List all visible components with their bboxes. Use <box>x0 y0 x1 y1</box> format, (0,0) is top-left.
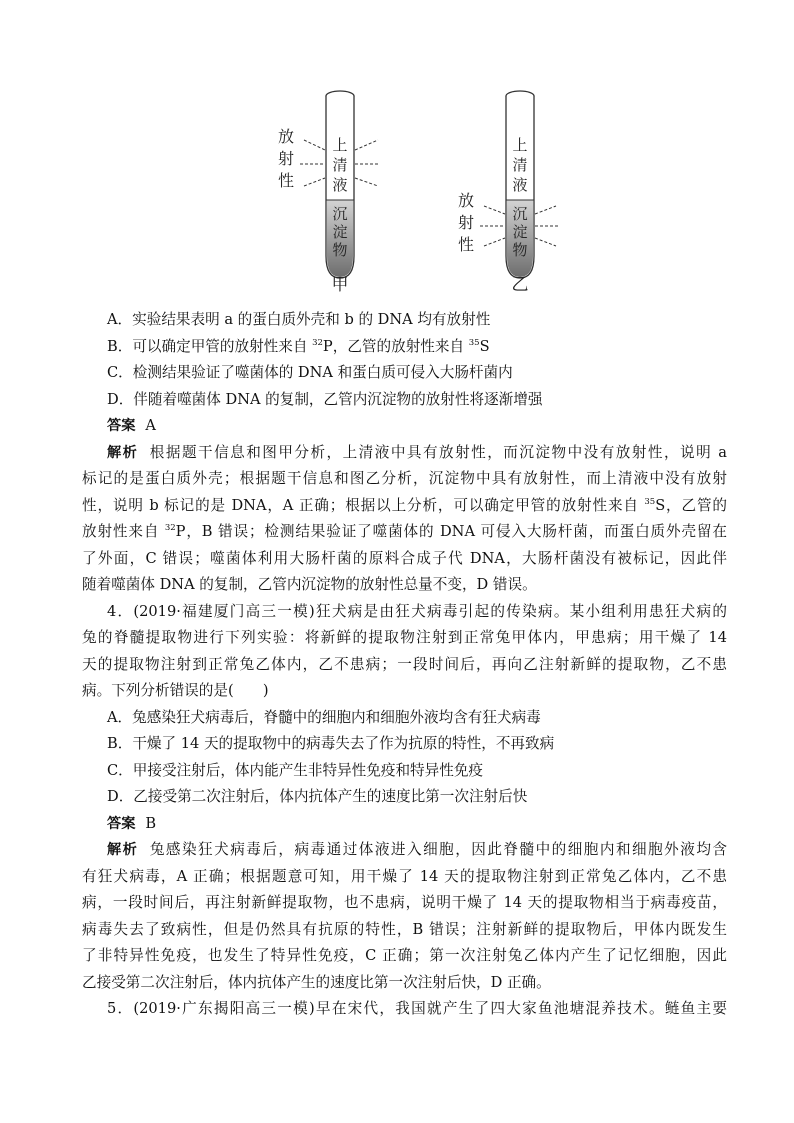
jia-side-2: 射 <box>277 149 295 168</box>
q3-option-d: D．伴随着噬菌体 DNA 的复制，乙管内沉淀物的放射性将逐渐增强 <box>107 390 543 408</box>
jia-sed-2: 淀 <box>332 223 348 241</box>
yi-side-3: 性 <box>457 235 475 254</box>
tube-yi <box>458 91 560 295</box>
q3-analysis-line-2: 标记的是蛋白质外壳；根据题干信息和图乙分析，沉淀物中具有放射性，而上清液中没有放射 <box>82 470 727 487</box>
yi-sed-2: 淀 <box>512 223 528 241</box>
caption-yi: 乙 <box>511 275 529 295</box>
q4-analysis-line-1 <box>82 837 727 864</box>
q3-option-b-sup1: 32 <box>312 337 323 348</box>
yi-side-1: 放 <box>457 191 475 210</box>
centrifuge-tubes-figure <box>270 78 570 300</box>
jia-side-3: 性 <box>277 171 295 190</box>
q4-analysis-label: 解析 <box>107 842 139 858</box>
q4-analysis-line-3: 病，一段时间后，再注射新鲜提取物，也不患病，说明干燥了 14 天的提取物相当于病毒疫苗， <box>82 894 727 911</box>
q4-stem-line-2: 兔的脊髓提取物进行下列实验：将新鲜的提取物注射到正常兔甲体内，甲患病；用干燥了 14 <box>82 629 727 646</box>
q3-option-b-sup2: 35 <box>468 337 480 348</box>
jia-super-3: 液 <box>332 176 348 194</box>
q4-analysis-text-1: 兔感染狂犬病毒后，病毒通过体液进入细胞，因此脊髓中的细胞内和细胞外液均含 <box>148 841 727 858</box>
q4-option-d: D．乙接受第二次注射后，体内抗体产生的速度比第一次注射后快 <box>107 788 528 805</box>
q4-answer-value: B <box>145 814 157 832</box>
q4-stem-line-1: 4．(2019·福建厦门高三一模)狂犬病是由狂犬病毒引起的传染病。某小组利用患狂犬病的 <box>107 602 727 620</box>
q5-stem-line-1: 5．(2019·广东揭阳高三一模)早在宋代，我国就产生了四大家鱼池塘混养技术。鲢鱼主要 <box>107 1000 727 1017</box>
jia-super-2: 清 <box>332 156 348 174</box>
q3-analysis-text-1: 根据题干信息和图甲分析，上清液中具有放射性，而沉淀物中没有放射性，说明 a <box>148 443 727 461</box>
yi-sed-3: 物 <box>512 241 528 259</box>
q4-option-c: C．甲接受注射后，体内能产生非特异性免疫和特异性免疫 <box>107 761 484 779</box>
q3-analysis-line-3 <box>82 493 727 520</box>
jia-side-1: 放 <box>277 127 295 146</box>
q3-answer-value: A <box>145 417 156 434</box>
q3-option-b-text3: S <box>479 337 490 355</box>
q3-option-b <box>82 334 727 361</box>
q3-analysis-line-3-a: 性，说明 b 标记的是 DNA，A 正确；根据以上分析，可以确定甲管的放射性来自 <box>82 496 645 514</box>
q4-answer <box>82 811 727 838</box>
q4-answer-label: 答案 <box>107 815 136 832</box>
yi-super-1: 上 <box>512 136 528 154</box>
q3-option-a: A．实验结果表明 a 的蛋白质外壳和 b 的 DNA 均有放射性 <box>107 311 491 328</box>
q4-option-a: A．兔感染狂犬病毒后，脊髓中的细胞内和细胞外液均含有狂犬病毒 <box>107 708 541 726</box>
caption-jia: 甲 <box>331 275 349 295</box>
yi-super-2: 清 <box>512 156 528 174</box>
tube-jia <box>278 91 380 295</box>
q3-answer-label: 答案 <box>107 418 136 434</box>
jia-super-1: 上 <box>332 136 348 154</box>
q4-stem-line-3: 天的提取物注射到正常兔乙体内，乙不患病；一段时间后，再向乙注射新鲜的提取物，乙不患 <box>82 655 727 673</box>
jia-sed-3: 物 <box>332 241 348 259</box>
jia-sed-1: 沉 <box>332 205 348 223</box>
q3-analysis-line-1 <box>82 440 727 467</box>
tubes-diagram <box>270 78 570 300</box>
q4-analysis-line-4: 病毒失去了致病性，但是仍然具有抗原的特性，B 错误；注射新鲜的提取物后，甲体内既发生 <box>82 920 727 938</box>
q3-analysis-line-4-b: P，B 错误；检测结果验证了噬菌体的 DNA 可侵入大肠杆菌，而蛋白质外壳留在 <box>175 523 727 540</box>
q3-analysis-line-5: 了外面，C 错误；噬菌体利用大肠杆菌的原料合成子代 DNA，大肠杆菌没有被标记，因此伴 <box>82 549 727 567</box>
q3-analysis-line-4-sup: 32 <box>164 523 176 533</box>
q3-option-b-text2: P，乙管的放射性来自 <box>322 337 469 355</box>
yi-sed-1: 沉 <box>512 205 528 223</box>
q3-analysis-line-6: 随着噬菌体 DNA 的复制，乙管内沉淀物的放射性总量不变，D 错误。 <box>82 576 537 593</box>
q3-option-b-text1: B．可以确定甲管的放射性来自 <box>107 337 313 355</box>
q4-analysis-line-5: 了非特异性免疫，也发生了特异性免疫，C 正确；第一次注射兔乙体内产生了记忆细胞，因此 <box>82 947 727 964</box>
q3-answer <box>82 413 727 440</box>
q3-analysis-line-4-a: 放射性来自 <box>82 523 165 540</box>
q4-stem-line-4: 病。下列分析错误的是( ) <box>82 682 269 699</box>
yi-side-2: 射 <box>457 213 475 232</box>
q3-analysis-line-3-sup: 35 <box>644 496 656 507</box>
q3-analysis-line-4 <box>82 519 727 546</box>
q3-option-c: C．检测结果验证了噬菌体的 DNA 和蛋白质可侵入大肠杆菌内 <box>107 364 513 381</box>
q3-analysis-label: 解析 <box>107 444 139 461</box>
q3-analysis-line-3-b: S，乙管的 <box>655 496 728 514</box>
yi-super-3: 液 <box>512 176 528 194</box>
q4-analysis-line-2: 有狂犬病毒，A 正确；根据题意可知，用干燥了 14 天的提取物注射到正常兔乙体内，乙不患 <box>82 867 727 885</box>
q4-option-b: B．干燥了 14 天的提取物中的病毒失去了作为抗原的特性，不再致病 <box>107 735 555 752</box>
document-body <box>82 307 727 1023</box>
q4-analysis-line-6: 乙接受第二次注射后，体内抗体产生的速度比第一次注射后快，D 正确。 <box>82 973 551 991</box>
